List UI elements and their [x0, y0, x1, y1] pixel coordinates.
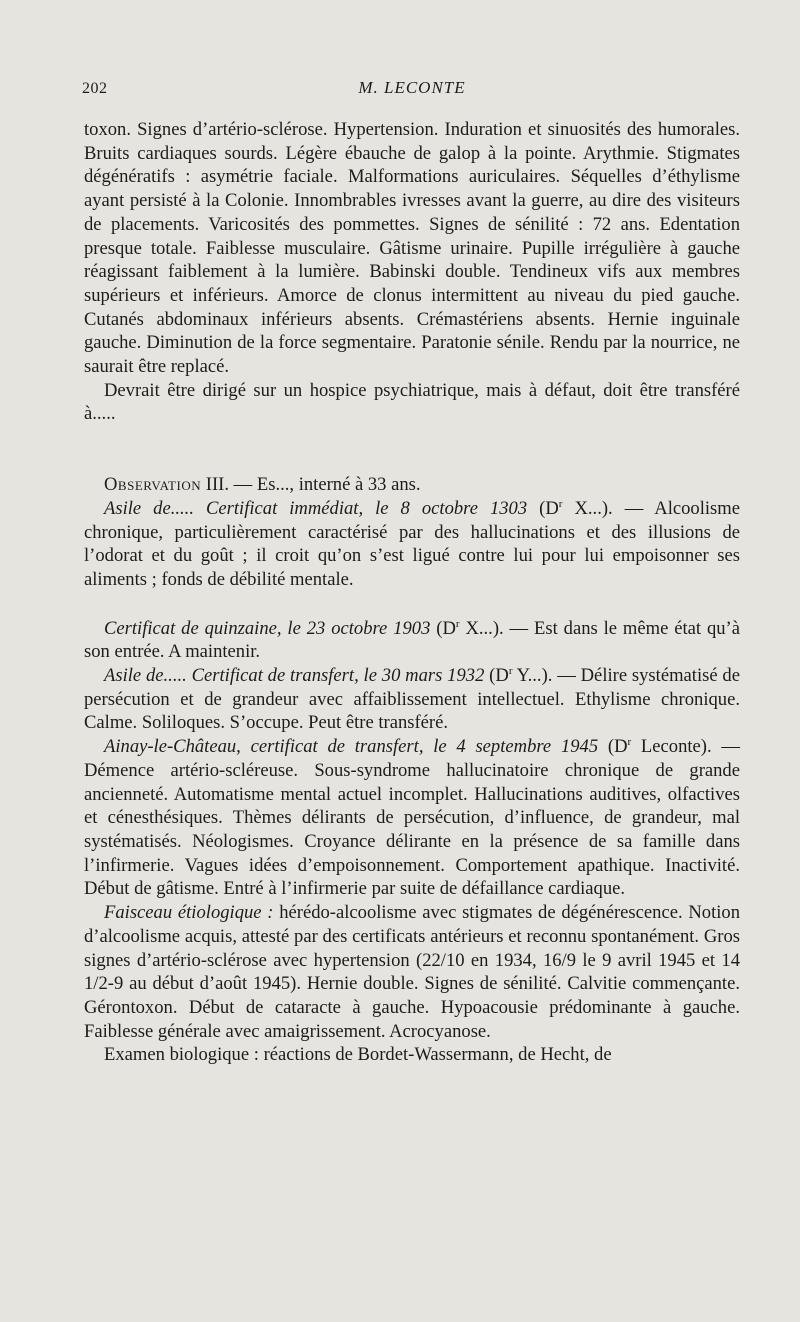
paragraph-continuation: toxon. Signes d’artério-sclérose. Hypertension. Induration et sinuosités des humorales. Bruits cardiaques sourds. Légère ébauche de galop à la pointe. Arythmie. Stigmates dégénératifs : asymétrie faciale. Malformations auriculaires. Séquelles d’éthylisme ayant persisté à la Colonie. Innombrables ivresses avant la guerre, au dire des visiteurs de placements. Varicosités des pommettes. Signes de sénilité : 72 ans. Edentation presque totale. Faiblesse musculaire. Gâtisme urinaire. Pupille irrégulière à gauche réagissant faiblement à la lumière. Babinski double. Tendineux vifs aux membres supérieurs et inférieurs. Amorce de clonus intermittent au niveau du pied gauche. Cutanés abdominaux inférieurs absents. Crémastériens absents. Hernie inguinale gauche. Diminution de la force segmentaire. Paratonie sénile. Rendu par la nourrice, ne saurait être replacé.	[84, 119, 740, 378]
certificate-heading: Asile de..... Certificat immédiat, le 8 octobre 1303	[104, 497, 528, 519]
biology-paragraph: Examen biologique : réactions de Bordet-Wassermann, de Hecht, de	[104, 1044, 612, 1066]
running-head: M. LECONTE	[358, 78, 466, 97]
paragraph-transfer-note: Devrait être dirigé sur un hospice psychiatrique, mais à défaut, doit être transféré à.....	[84, 379, 740, 425]
certificate-transfer-1945: Ainay-le-Château, certificat de transfert, le 4 septembre 1945 ($D^r$ Leconte). — Démence artério-scléreuse. Sous-syndrome hallucinatoire chronique de grande ancienneté. Automatisme mental actuel incomplet. Hallucinations auditives, olfactives et cénesthésiques. Thèmes délirants de persécution, d’influence, de grandeur, mal systématisés. Néologismes. Croyance délirante en la présence de sa famille dans l’infirmerie. Vagues idées d’empoisonnement. Comportement apathique. Inactivité. Début de gâtisme. Entré à l’infirmerie par suite de défaillance cardiaque.	[84, 735, 740, 900]
body-text	[84, 118, 740, 1067]
certificate-heading: Ainay-le-Château, certificat de transfert, le 4 septembre 1945	[104, 736, 599, 758]
observation-heading	[84, 473, 740, 497]
observation-title: III. — Es..., interné à 33 ans.	[201, 474, 421, 496]
certificate-immediate: Asile de..... Certificat immédiat, le 8 octobre 1303 ($D^r$ X...). — Alcoolisme chronique, particulièrement caractérisé par des hallucinations et des illusions de l’odorat et du goût ; il croit qu’on s’est ligué contre lui pour lui empoisonner ses aliments ; fonds de débilité mentale.	[84, 497, 740, 590]
certificate-heading: Certificat de quinzaine, le 23 octobre 1903	[104, 617, 431, 639]
certificate-body: Y...). — Délire systématisé de persécution et de grandeur avec affaiblissement intellectuel. Ethylisme chronique. Calme. Soliloques. S’occupe. Peut être transféré.	[84, 665, 740, 734]
certificate-transfer-1932: Asile de..... Certificat de transfert, le 30 mars 1932 ($D^r$ Y...). — Délire systématisé de persécution et de grandeur avec affaiblissement intellectuel. Ethylisme chronique. Calme. Soliloques. S’occupe. Peut être transféré.	[84, 664, 740, 734]
certificate-body: Leconte). — Démence artério-scléreuse. Sous-syndrome hallucinatoire chronique de grande ancienneté. Automatisme mental actuel incomplet. Hallucinations auditives, olfactives et cénesthésiques. Thèmes délirants de persécution, d’influence, de grandeur, mal systématisés. Néologismes. Croyance délirante en la présence de sa famille dans l’infirmerie. Vagues idées d’empoisonnement. Comportement apathique. Inactivité. Début de gâtisme. Entré à l’infirmerie par suite de défaillance cardiaque.	[84, 736, 740, 900]
page-number: 202	[82, 80, 108, 97]
certificate-body: X...). — Est dans le même état qu’à son entrée. A maintenir.	[84, 617, 740, 663]
observation-label: Observation	[104, 474, 202, 496]
etiology-body: hérédo-alcoolisme avec stigmates de dégénérescence. Notion d’alcoolisme acquis, attesté par des certificats antérieurs et reconnu spontanément. Gros signes d’artério-sclérose avec hypertension (22/10 en 1934, 16/9 le 9 avril 1945 et 14 1/2-9 au début d’août 1945). Hernie double. Signes de sénilité. Calvitie commençante. Gérontoxon. Début de cataracte à gauche. Hypoacousie prédominante à gauche. Faiblesse générale avec amaigrissement. Acrocyanose.	[84, 902, 740, 1042]
etiology-paragraph	[84, 901, 740, 1043]
etiology-heading: Faisceau étiologique :	[104, 902, 274, 924]
certificate-body: X...). — Alcoolisme chronique, particulièrement caractérisé par des hallucinations et des illusions de l’odorat et du goût ; il croit qu’on s’est ligué contre lui pour lui empoisonner ses aliments ; fonds de débilité mentale.	[84, 497, 740, 590]
page-header	[82, 78, 742, 102]
certificate-heading: Asile de..... Certificat de transfert, le 30 mars 1932	[104, 665, 485, 687]
certificate-quinzaine: Certificat de quinzaine, le 23 octobre 1903 ($D^r$ X...). — Est dans le même état qu’à son entrée. A maintenir.	[84, 617, 740, 663]
